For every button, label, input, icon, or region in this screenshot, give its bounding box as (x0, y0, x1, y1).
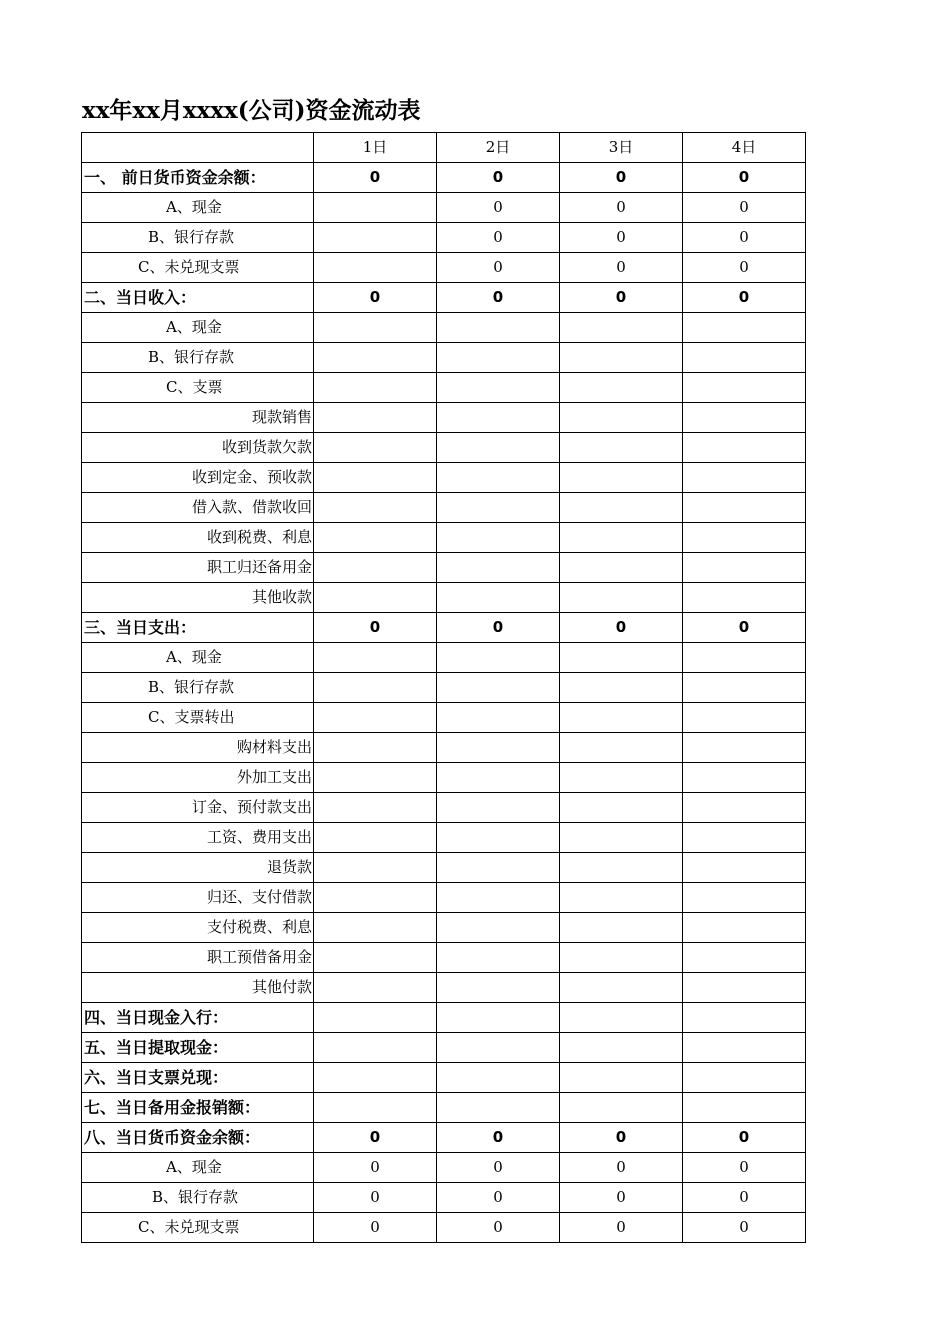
value-cell-day-2[interactable]: 0 (437, 1183, 560, 1213)
value-cell-day-4[interactable] (683, 673, 806, 703)
value-cell-day-1[interactable] (314, 193, 437, 223)
value-cell-day-4[interactable] (683, 883, 806, 913)
value-cell-day-3[interactable] (560, 913, 683, 943)
value-cell-day-2[interactable] (437, 733, 560, 763)
value-cell-day-3[interactable] (560, 493, 683, 523)
value-cell-day-1[interactable] (314, 313, 437, 343)
value-cell-day-1[interactable] (314, 1093, 437, 1123)
value-cell-day-1[interactable] (314, 1033, 437, 1063)
row-label: 购材料支出 (236, 738, 312, 756)
row-label: 工资、费用支出 (206, 828, 312, 846)
value-cell-day-2[interactable] (437, 373, 560, 403)
value-cell-day-4[interactable] (683, 1003, 806, 1033)
section-label-cell[interactable] (82, 163, 314, 193)
value-cell-day-4[interactable]: 0 (683, 1183, 806, 1213)
value-cell-day-2[interactable] (437, 463, 560, 493)
row-label: 收到货款欠款 (221, 438, 312, 456)
sheet-title: xx年xx月xxxx(公司)资金流动表 (82, 97, 421, 124)
detail-label-cell[interactable] (82, 823, 314, 853)
value-cell-day-3[interactable]: 0 (560, 613, 683, 643)
value-cell-day-4[interactable]: 0 (683, 163, 806, 193)
value-cell-day-3[interactable]: 0 (560, 1123, 683, 1153)
value-cell-day-1[interactable] (314, 973, 437, 1003)
value-cell-day-3[interactable] (560, 403, 683, 433)
value-cell-day-3[interactable] (560, 553, 683, 583)
value-cell-day-3[interactable] (560, 673, 683, 703)
value-cell-day-2[interactable] (437, 523, 560, 553)
value-cell-day-3[interactable] (560, 1063, 683, 1093)
table-row (82, 883, 806, 913)
value-cell-day-4[interactable] (683, 643, 806, 673)
table-row (82, 913, 806, 943)
row-label: 一、 前日货币资金余额： (84, 168, 266, 187)
value-cell-day-3[interactable] (560, 1003, 683, 1033)
value-cell-day-2[interactable]: 0 (437, 1123, 560, 1153)
value-cell-day-4[interactable] (683, 493, 806, 523)
value-cell-day-4[interactable] (683, 523, 806, 553)
value-cell-day-1[interactable] (314, 1003, 437, 1033)
table-row (82, 403, 806, 433)
value-cell-day-2[interactable] (437, 793, 560, 823)
detail-label-cell[interactable] (82, 433, 314, 463)
value-cell-day-4[interactable] (683, 733, 806, 763)
detail-label-cell[interactable] (82, 463, 314, 493)
value-cell-day-4[interactable] (683, 973, 806, 1003)
value-cell-day-4[interactable] (683, 373, 806, 403)
value-cell-day-1[interactable] (314, 883, 437, 913)
value-cell-day-1[interactable] (314, 793, 437, 823)
value-cell-day-2[interactable]: 0 (437, 223, 560, 253)
value-cell-day-3[interactable] (560, 943, 683, 973)
table-row (82, 223, 806, 253)
value-cell-day-4[interactable] (683, 943, 806, 973)
value-cell-day-2[interactable] (437, 1093, 560, 1123)
row-label: 订金、预付款支出 (191, 798, 312, 816)
value-cell-day-1[interactable] (314, 553, 437, 583)
value-cell-day-3[interactable]: 0 (560, 1183, 683, 1213)
value-cell-day-3[interactable] (560, 883, 683, 913)
value-cell-day-4[interactable] (683, 763, 806, 793)
row-label: 现款销售 (251, 408, 312, 426)
value-cell-day-4[interactable] (683, 853, 806, 883)
table-row (82, 1033, 806, 1063)
value-cell-day-3[interactable] (560, 763, 683, 793)
row-label: C、支票转出 (148, 708, 235, 726)
table-row (82, 193, 806, 223)
value-cell-day-3[interactable] (560, 1033, 683, 1063)
table-row (82, 493, 806, 523)
table-row (82, 163, 806, 193)
detail-label-cell[interactable] (82, 733, 314, 763)
value-cell-day-2[interactable] (437, 973, 560, 1003)
value-cell-day-1[interactable] (314, 673, 437, 703)
value-cell-day-1[interactable] (314, 763, 437, 793)
column-header-day-2[interactable]: 2日 (437, 133, 560, 163)
value-cell-day-4[interactable] (683, 433, 806, 463)
value-cell-day-1[interactable]: 0 (314, 1213, 437, 1243)
value-cell-day-1[interactable] (314, 583, 437, 613)
value-cell-day-4[interactable]: 0 (683, 1213, 806, 1243)
table-row (82, 1063, 806, 1093)
row-label: C、支票 (166, 378, 223, 396)
header-row (82, 133, 806, 163)
value-cell-day-1[interactable] (314, 853, 437, 883)
section-label-cell[interactable] (82, 283, 314, 313)
table-row (82, 283, 806, 313)
value-cell-day-2[interactable]: 0 (437, 253, 560, 283)
value-cell-day-2[interactable] (437, 343, 560, 373)
subcategory-label-cell[interactable] (82, 253, 314, 283)
value-cell-day-1[interactable]: 0 (314, 1183, 437, 1213)
row-label: B、银行存款 (148, 228, 235, 246)
detail-label-cell[interactable] (82, 943, 314, 973)
detail-label-cell[interactable] (82, 523, 314, 553)
table-row (82, 1213, 806, 1243)
table-row (82, 553, 806, 583)
detail-label-cell[interactable] (82, 913, 314, 943)
cash-flow-table (81, 132, 806, 1243)
value-cell-day-3[interactable] (560, 793, 683, 823)
table-row (82, 643, 806, 673)
table-row (82, 943, 806, 973)
value-cell-day-4[interactable]: 0 (683, 253, 806, 283)
value-cell-day-1[interactable] (314, 943, 437, 973)
row-label: C、未兑现支票 (138, 258, 240, 276)
value-cell-day-3[interactable]: 0 (560, 1153, 683, 1183)
value-cell-day-1[interactable] (314, 373, 437, 403)
table-row (82, 973, 806, 1003)
value-cell-day-3[interactable]: 0 (560, 223, 683, 253)
value-cell-day-2[interactable] (437, 403, 560, 433)
value-cell-day-4[interactable]: 0 (683, 613, 806, 643)
value-cell-day-2[interactable]: 0 (437, 283, 560, 313)
table-row (82, 1183, 806, 1213)
section-label-cell[interactable] (82, 1123, 314, 1153)
subcategory-label-cell[interactable] (82, 193, 314, 223)
row-label: 归还、支付借款 (206, 888, 312, 906)
row-label: 职工预借备用金 (206, 948, 312, 966)
subcategory-label-cell[interactable] (82, 703, 314, 733)
row-label: B、银行存款 (148, 348, 235, 366)
value-cell-day-2[interactable] (437, 1063, 560, 1093)
row-label: 收到定金、预收款 (191, 468, 312, 486)
value-cell-day-1[interactable]: 0 (314, 613, 437, 643)
row-label: A、现金 (166, 318, 222, 336)
table-row (82, 463, 806, 493)
value-cell-day-3[interactable] (560, 523, 683, 553)
detail-label-cell[interactable] (82, 883, 314, 913)
value-cell-day-2[interactable] (437, 853, 560, 883)
column-header-day-3[interactable]: 3日 (560, 133, 683, 163)
detail-label-cell[interactable] (82, 793, 314, 823)
row-label: B、银行存款 (152, 1188, 239, 1206)
value-cell-day-1[interactable]: 0 (314, 1123, 437, 1153)
row-label: 七、当日备用金报销额： (84, 1098, 261, 1117)
value-cell-day-3[interactable] (560, 373, 683, 403)
value-cell-day-3[interactable]: 0 (560, 283, 683, 313)
value-cell-day-3[interactable]: 0 (560, 253, 683, 283)
row-label: 收到税费、利息 (206, 528, 312, 546)
table-row (82, 613, 806, 643)
row-label: 其他收款 (251, 588, 312, 606)
detail-label-cell[interactable] (82, 853, 314, 883)
value-cell-day-4[interactable] (683, 913, 806, 943)
row-label: 借入款、借款收回 (191, 498, 312, 516)
table-row (82, 733, 806, 763)
row-label: 职工归还备用金 (206, 558, 312, 576)
table-row (82, 373, 806, 403)
subcategory-label-cell[interactable] (82, 343, 314, 373)
value-cell-day-2[interactable] (437, 823, 560, 853)
value-cell-day-2[interactable]: 0 (437, 613, 560, 643)
table-row (82, 1003, 806, 1033)
subcategory-label-cell[interactable] (82, 673, 314, 703)
value-cell-day-4[interactable] (683, 343, 806, 373)
value-cell-day-4[interactable] (683, 703, 806, 733)
row-label: C、未兑现支票 (138, 1218, 240, 1236)
value-cell-day-1[interactable] (314, 733, 437, 763)
value-cell-day-2[interactable]: 0 (437, 163, 560, 193)
value-cell-day-2[interactable]: 0 (437, 193, 560, 223)
section-label-cell[interactable] (82, 1003, 314, 1033)
value-cell-day-3[interactable] (560, 853, 683, 883)
value-cell-day-2[interactable] (437, 1003, 560, 1033)
table-row (82, 433, 806, 463)
table-row (82, 853, 806, 883)
value-cell-day-4[interactable] (683, 463, 806, 493)
row-label: 支付税费、利息 (206, 918, 312, 936)
value-cell-day-1[interactable] (314, 523, 437, 553)
value-cell-day-2[interactable]: 0 (437, 1213, 560, 1243)
value-cell-day-1[interactable] (314, 343, 437, 373)
value-cell-day-2[interactable] (437, 433, 560, 463)
value-cell-day-1[interactable] (314, 433, 437, 463)
detail-label-cell[interactable] (82, 763, 314, 793)
value-cell-day-3[interactable] (560, 583, 683, 613)
value-cell-day-1[interactable] (314, 703, 437, 733)
value-cell-day-4[interactable] (683, 1093, 806, 1123)
table-row (82, 703, 806, 733)
table-row (82, 1153, 806, 1183)
value-cell-day-2[interactable] (437, 583, 560, 613)
value-cell-day-4[interactable] (683, 1063, 806, 1093)
value-cell-day-3[interactable]: 0 (560, 193, 683, 223)
column-header-day-1[interactable]: 1日 (314, 133, 437, 163)
subcategory-label-cell[interactable] (82, 373, 314, 403)
value-cell-day-2[interactable] (437, 643, 560, 673)
value-cell-day-2[interactable] (437, 943, 560, 973)
value-cell-day-2[interactable] (437, 553, 560, 583)
value-cell-day-3[interactable] (560, 313, 683, 343)
value-cell-day-2[interactable]: 0 (437, 1153, 560, 1183)
value-cell-day-4[interactable]: 0 (683, 223, 806, 253)
value-cell-day-2[interactable] (437, 673, 560, 703)
value-cell-day-2[interactable] (437, 763, 560, 793)
detail-label-cell[interactable] (82, 583, 314, 613)
section-label-cell[interactable] (82, 1063, 314, 1093)
value-cell-day-3[interactable]: 0 (560, 163, 683, 193)
subcategory-label-cell[interactable] (82, 223, 314, 253)
section-label-cell[interactable] (82, 613, 314, 643)
subcategory-label-cell[interactable] (82, 1153, 314, 1183)
row-label: 五、当日提取现金： (84, 1038, 229, 1057)
row-label: 其他付款 (251, 978, 312, 996)
subcategory-label-cell[interactable] (82, 1183, 314, 1213)
value-cell-day-2[interactable] (437, 313, 560, 343)
subcategory-label-cell[interactable] (82, 1213, 314, 1243)
value-cell-day-4[interactable] (683, 1033, 806, 1063)
value-cell-day-1[interactable] (314, 253, 437, 283)
value-cell-day-1[interactable] (314, 1063, 437, 1093)
value-cell-day-1[interactable]: 0 (314, 283, 437, 313)
value-cell-day-1[interactable] (314, 403, 437, 433)
value-cell-day-1[interactable] (314, 823, 437, 853)
value-cell-day-1[interactable] (314, 913, 437, 943)
value-cell-day-2[interactable] (437, 493, 560, 523)
section-label-cell[interactable] (82, 1093, 314, 1123)
value-cell-day-4[interactable] (683, 553, 806, 583)
row-label: A、现金 (166, 198, 222, 216)
value-cell-day-1[interactable] (314, 643, 437, 673)
detail-label-cell[interactable] (82, 553, 314, 583)
value-cell-day-4[interactable] (683, 583, 806, 613)
table-row (82, 583, 806, 613)
value-cell-day-1[interactable] (314, 493, 437, 523)
row-label: B、银行存款 (148, 678, 235, 696)
value-cell-day-3[interactable] (560, 1093, 683, 1123)
detail-label-cell[interactable] (82, 493, 314, 523)
table-row (82, 823, 806, 853)
row-label: 六、当日支票兑现： (84, 1068, 229, 1087)
header-corner-cell[interactable] (82, 133, 314, 163)
table-row (82, 253, 806, 283)
row-label: 外加工支出 (236, 768, 312, 786)
value-cell-day-3[interactable]: 0 (560, 1213, 683, 1243)
value-cell-day-3[interactable] (560, 703, 683, 733)
table-row (82, 1123, 806, 1153)
value-cell-day-3[interactable] (560, 433, 683, 463)
value-cell-day-4[interactable] (683, 313, 806, 343)
row-label: 退货款 (266, 858, 312, 876)
value-cell-day-1[interactable]: 0 (314, 1153, 437, 1183)
value-cell-day-4[interactable] (683, 403, 806, 433)
subcategory-label-cell[interactable] (82, 643, 314, 673)
row-label: A、现金 (166, 1158, 222, 1176)
value-cell-day-3[interactable] (560, 733, 683, 763)
value-cell-day-4[interactable]: 0 (683, 1153, 806, 1183)
section-label-cell[interactable] (82, 1033, 314, 1063)
row-label: 二、当日收入： (84, 288, 197, 307)
value-cell-day-4[interactable] (683, 823, 806, 853)
value-cell-day-3[interactable] (560, 343, 683, 373)
table-row (82, 673, 806, 703)
value-cell-day-1[interactable] (314, 223, 437, 253)
row-label: A、现金 (166, 648, 222, 666)
detail-label-cell[interactable] (82, 403, 314, 433)
value-cell-day-2[interactable] (437, 883, 560, 913)
value-cell-day-2[interactable] (437, 913, 560, 943)
value-cell-day-3[interactable] (560, 643, 683, 673)
value-cell-day-4[interactable] (683, 793, 806, 823)
value-cell-day-4[interactable]: 0 (683, 193, 806, 223)
value-cell-day-2[interactable] (437, 703, 560, 733)
value-cell-day-4[interactable]: 0 (683, 1123, 806, 1153)
detail-label-cell[interactable] (82, 973, 314, 1003)
value-cell-day-3[interactable] (560, 823, 683, 853)
row-label: 四、当日现金入行： (84, 1008, 229, 1027)
table-row (82, 1093, 806, 1123)
table-row (82, 523, 806, 553)
row-label: 三、当日支出： (84, 618, 197, 637)
table-row (82, 793, 806, 823)
value-cell-day-1[interactable] (314, 463, 437, 493)
table-row (82, 343, 806, 373)
value-cell-day-1[interactable]: 0 (314, 163, 437, 193)
value-cell-day-3[interactable] (560, 973, 683, 1003)
value-cell-day-4[interactable]: 0 (683, 283, 806, 313)
table-row (82, 763, 806, 793)
value-cell-day-3[interactable] (560, 463, 683, 493)
column-header-day-4[interactable]: 4日 (683, 133, 806, 163)
value-cell-day-2[interactable] (437, 1033, 560, 1063)
table-row (82, 313, 806, 343)
subcategory-label-cell[interactable] (82, 313, 314, 343)
row-label: 八、当日货币资金余额： (84, 1128, 261, 1147)
